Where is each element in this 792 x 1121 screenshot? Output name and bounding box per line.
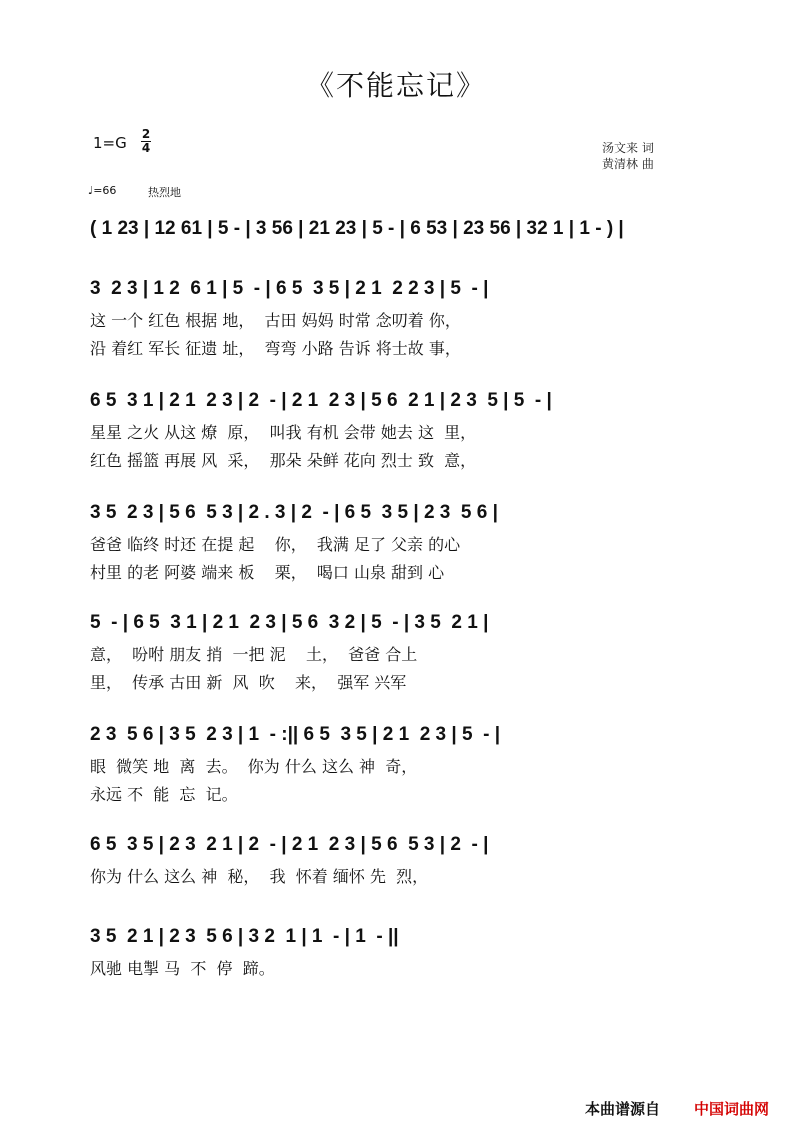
lyric-line: 这 一个 红色 根据 地， 古田 妈妈 时常 念叨着 你，: [90, 311, 461, 330]
meter-top: 2: [141, 127, 151, 141]
key-signature: 1=G: [93, 134, 127, 152]
notation-line: 3 5 2 3 | 5 6 5 3 | 2 . 3 | 2 - | 6 5 3 5 | 2 3 5 6 |: [90, 502, 498, 523]
notation-line: 2 3 5 6 | 3 5 2 3 | 1 - :|| 6 5 3 5 | 2 1 2 3 | 5 - |: [90, 724, 501, 745]
lyric-line: 风驰 电掣 马 不 停 蹄。: [90, 959, 275, 978]
tempo-mark: ♩=66: [88, 184, 117, 197]
lyric-line: 意， 吩咐 朋友 捎 一把 泥 土， 爸爸 合上: [90, 645, 418, 664]
footer-site: 中国词曲网: [694, 1100, 770, 1118]
lyric-line: 里， 传承 古田 新 风 吹 来， 强军 兴军: [90, 673, 407, 692]
notation-line: ( 1 23 | 12 61 | 5 - | 3 56 | 21 23 | 5 - | 6 53 | 23 56 | 32 1 | 1 - ) |: [90, 218, 624, 239]
meter-bottom: 4: [141, 141, 151, 155]
lyric-line: 永远 不 能 忘 记。: [90, 785, 238, 804]
lyric-line: 沿 着红 军长 征遗 址， 弯弯 小路 告诉 将士故 事，: [90, 339, 461, 358]
expression-mark: 热烈地: [148, 186, 181, 199]
notation-line: 5 - | 6 5 3 1 | 2 1 2 3 | 5 6 3 2 | 5 - | 3 5 2 1 |: [90, 612, 489, 633]
lyric-line: 星星 之火 从这 燎 原， 叫我 有机 会带 她去 这 里，: [90, 423, 477, 442]
lyric-line: 爸爸 临终 时还 在提 起 你， 我满 足了 父亲 的心: [90, 535, 461, 554]
notation-line: 6 5 3 5 | 2 3 2 1 | 2 - | 2 1 2 3 | 5 6 5 3 | 2 - |: [90, 834, 489, 855]
lyric-line: 眼 微笑 地 离 去。 你为 什么 这么 神 奇，: [90, 757, 418, 776]
composer: 黄清林 曲: [602, 157, 654, 171]
lyric-line: 你为 什么 这么 神 秘， 我 怀着 缅怀 先 烈，: [90, 867, 429, 886]
lyric-line: 村里 的老 阿婆 端来 板 栗， 喝口 山泉 甜到 心: [90, 563, 445, 582]
notation-line: 3 5 2 1 | 2 3 5 6 | 3 2 1 | 1 - | 1 - ||: [90, 926, 399, 947]
page-title: 《不能忘记》: [305, 69, 486, 102]
lyric-line: 红色 摇篮 再展 风 采， 那朵 朵鲜 花向 烈士 致 意，: [90, 451, 477, 470]
time-signature: [141, 128, 151, 155]
credits: [602, 140, 654, 172]
notation-line: 6 5 3 1 | 2 1 2 3 | 2 - | 2 1 2 3 | 5 6 2 1 | 2 3 5 | 5 - |: [90, 390, 552, 411]
lyricist: 汤文来 词: [602, 141, 654, 155]
footer-source: 本曲谱源自: [585, 1100, 661, 1118]
notation-line: 3 2 3 | 1 2 6 1 | 5 - | 6 5 3 5 | 2 1 2 2 3 | 5 - |: [90, 278, 489, 299]
